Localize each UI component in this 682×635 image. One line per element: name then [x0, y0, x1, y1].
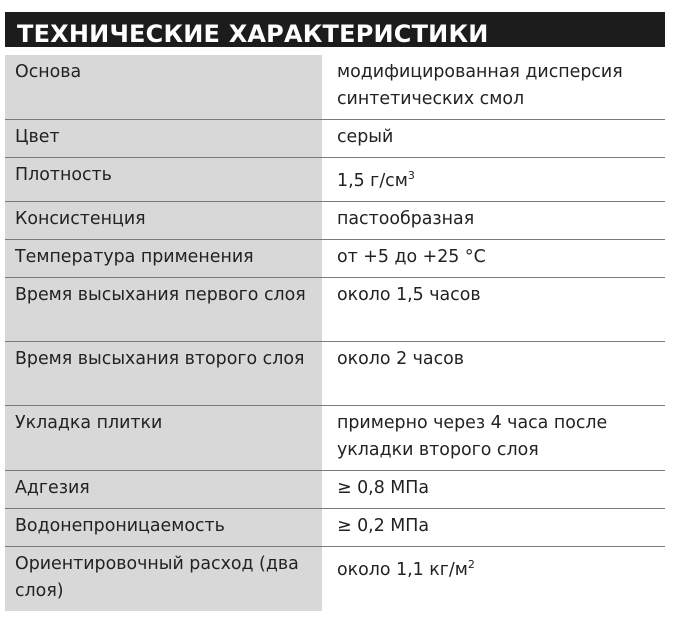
row-value: серый	[322, 120, 665, 158]
row-label: Основа	[5, 54, 322, 120]
table-row	[5, 158, 665, 202]
value-text: 1,5 г/см	[337, 170, 408, 191]
table-row	[5, 341, 665, 405]
table-row	[5, 201, 665, 239]
row-label: Водонепроницаемость	[5, 508, 322, 546]
table-row	[5, 54, 665, 120]
table-row	[5, 508, 665, 546]
row-label: Цвет	[5, 120, 322, 158]
row-value: ≥ 0,2 МПа	[322, 508, 665, 546]
row-value: примерно через 4 часа после укладки второго слоя	[322, 405, 665, 470]
specifications-sheet	[5, 12, 665, 611]
row-label: Укладка плитки	[5, 405, 322, 470]
row-value: около 2 часов	[322, 341, 665, 405]
row-value: от +5 до +25 °С	[322, 239, 665, 277]
row-value: ≥ 0,8 МПа	[322, 470, 665, 508]
row-value	[322, 546, 665, 611]
row-value: около 1,5 часов	[322, 277, 665, 341]
section-title: ТЕХНИЧЕСКИЕ ХАРАКТЕРИСТИКИ	[5, 12, 665, 53]
value-text: около 1,1 кг/м	[337, 559, 468, 580]
row-value: пастообразная	[322, 201, 665, 239]
row-label: Плотность	[5, 158, 322, 202]
table-row	[5, 277, 665, 341]
specifications-table	[5, 53, 665, 611]
row-label: Время высыхания второго слоя	[5, 341, 322, 405]
superscript: 2	[467, 557, 475, 571]
table-row	[5, 120, 665, 158]
row-value	[322, 158, 665, 202]
row-label: Адгезия	[5, 470, 322, 508]
row-label: Температура применения	[5, 239, 322, 277]
row-value: модифицированная дисперсия синтетических смол	[322, 54, 665, 120]
row-label: Время высыхания первого слоя	[5, 277, 322, 341]
row-label: Консистенция	[5, 201, 322, 239]
table-row	[5, 546, 665, 611]
superscript: 3	[407, 169, 415, 182]
row-label: Ориентировочный расход (два слоя)	[5, 546, 322, 611]
table-row	[5, 405, 665, 470]
table-row	[5, 470, 665, 508]
table-row	[5, 239, 665, 277]
